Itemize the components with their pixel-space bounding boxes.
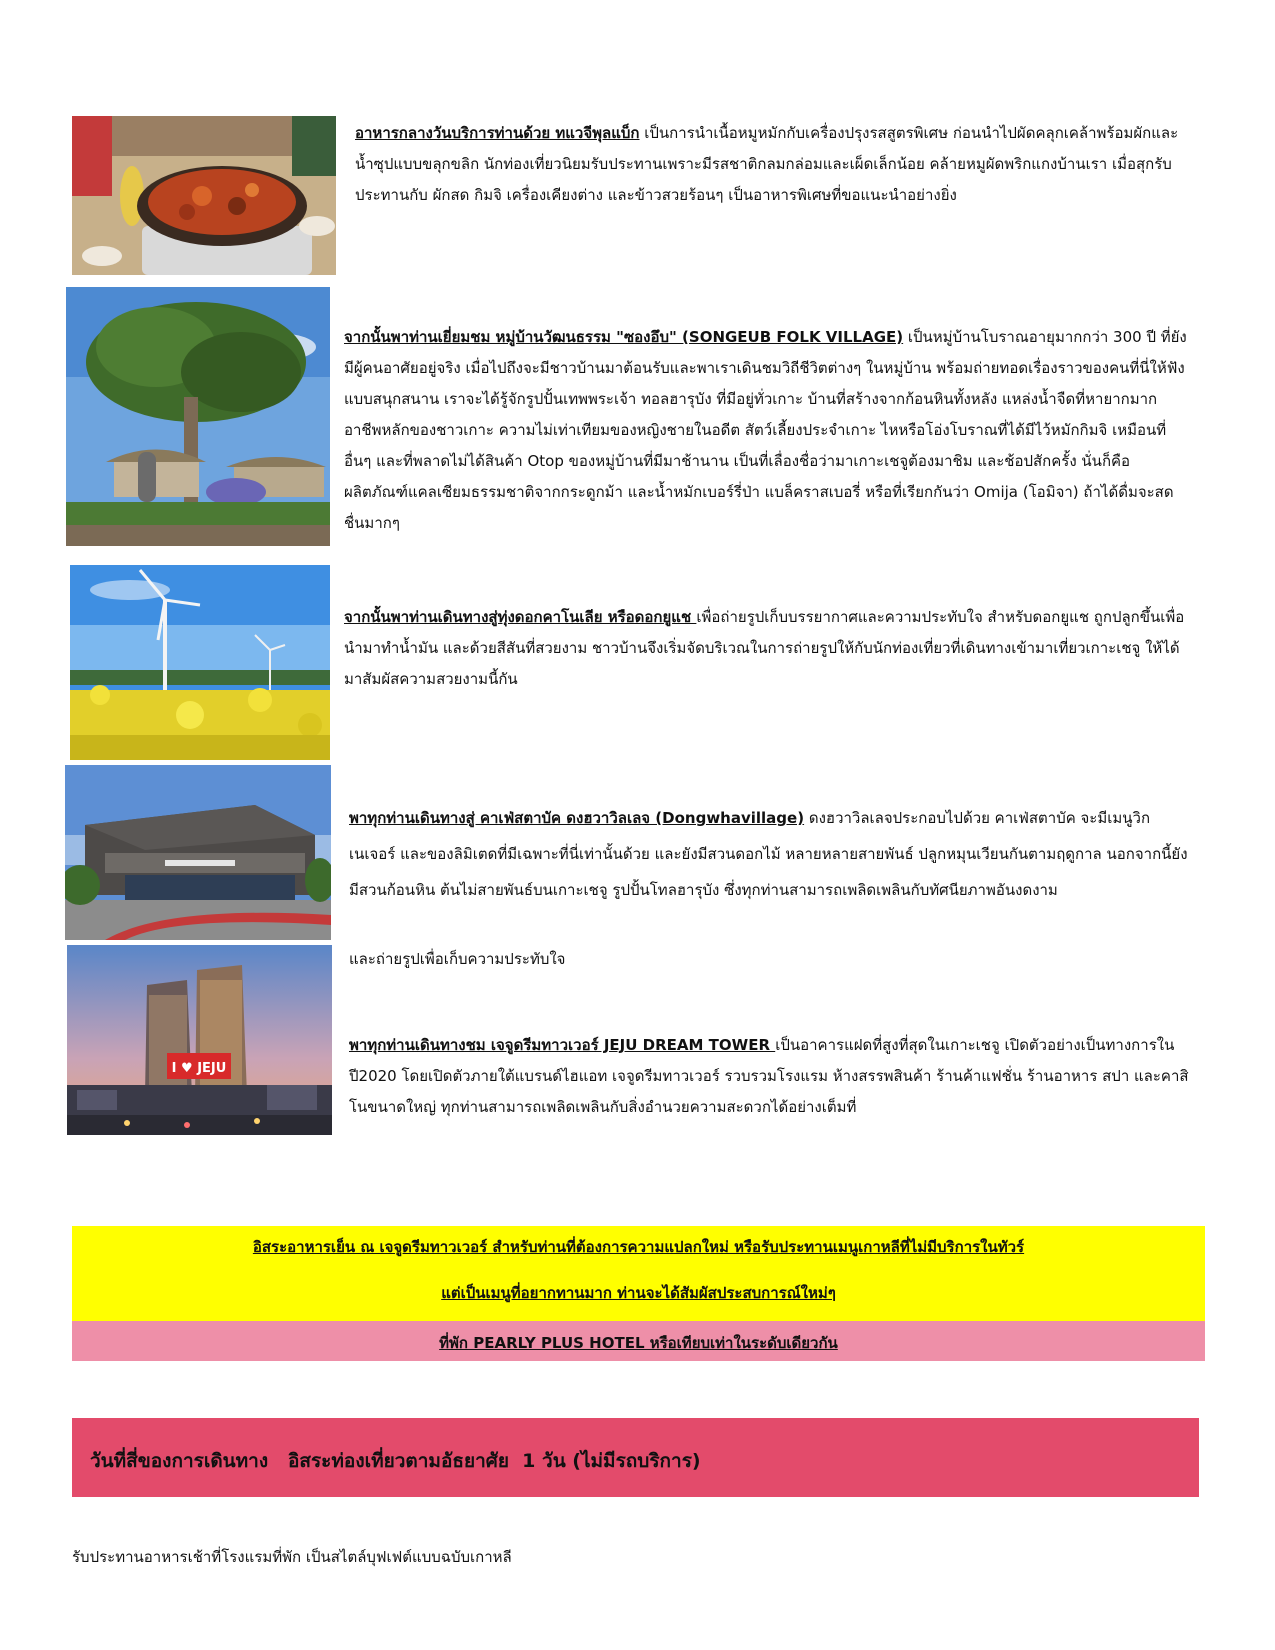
day-4-title: วันที่สี่ของการเดินทาง อิสระท่องเที่ยวตามอัธยาศัย 1 วัน (ไม่มีรถบริการ): [90, 1450, 701, 1472]
section-2-body: เป็นหมู่บ้านโบราณอายุมากกว่า 300 ปี ที่ยังมีผู้คนอาศัยอยู่จริง เมื่อไปถึงจะมีชาวบ้านมาต้อนรับและพาเราเดินชมวิถีชีวิตต่างๆ ในหมู่บ้าน พร้อมถ่ายทอดเรื่องราวของคนที่นี่ให้ฟังแบบสนุกสนาน เราจะได้รู้จักรูปปั้นเทพพระเจ้า ทอลฮารุบัง ที่มีอยู่ทั่วเกาะ บ้านที่สร้างจากก้อนหินทั้งหลัง แหล่งน้ำจืดที่หายากมาก อาชีพหลักของชาวเกาะ ความไม่เท่าเทียมของหญิงชายในอดีต สัตว์เลี้ยงประจำเกาะ ไหหรือโอ่งโบราณที่ได้มีไว้หมักกิมจิ เหมือนที่อื่นๆ และที่พลาดไม่ได้สินค้า Otop ของหมู่บ้านที่มีมาช้านาน เป็นที่เลื่องชื่อว่ามาเกาะเชจูต้องมาชิม และช้อปสักครั้ง นั่นก็คือผลิตภัณฑ์แคลเซียมธรรมชาติจากกระดูกม้า และน้ำหมักเบอร์รี่ป่า แบล็คราสเบอรี่ หรือที่เรียกกันว่า Omija (โอมิจา) ถ้าได้ดื่มจะสดชื่นมากๆ: [344, 328, 1187, 532]
photo-dongwha-cafe: [65, 765, 331, 940]
section-4-tail: และถ่ายรูปเพื่อเก็บความประทับใจ: [349, 950, 566, 968]
section-5-highlight: พาทุกท่านเดินทางชม เจจูดรีมทาวเวอร์ JEJU DREAM TOWER: [349, 1036, 776, 1054]
photo-jeju-dream-tower: [67, 945, 332, 1135]
section-4-body: ดงฮวาวิลเลจประกอบไปด้วย คาเฟ่สตาบัค จะมีเมนูวิกเนเจอร์ และของลิมิเตดที่มีเฉพาะที่นี่เท่านั้นด้วย และยังมีสวนดอกไม้ หลายหลายสายพันธ์ ปลูกหมุนเวียนกันตามฤดูกาล นอกจากนี้ยังมีสวนก้อนหิน ต้นไม่สายพันธ์บนเกาะเชจู รูปปั้นโทลฮารุบัง ซึ่งทุกท่านสามารถเพลิดเพลินกับทัศนียภาพอันงดงาม: [349, 809, 1188, 899]
section-5-body: เป็นอาคารแฝดที่สูงที่สุดในเกาะเชจู เปิดตัวอย่างเป็นทางการในปี2020 โดยเปิดตัวภายใต้แบรนด์ไฮแอท เจจูดรีมทาวเวอร์ รวบรวมโรงแรม ห้างสรรพสินค้า ร้านค้าแฟชั่น ร้านอาหาร สปา และคาสิโนขนาดใหญ่ ทุกท่านสามารถเพลิดเพลินกับสิ่งอำนวยความสะดวกได้อย่างเต็มที่: [349, 1036, 1189, 1116]
section-1-body: เป็นการนำเนื้อหมูหมักกับเครื่องปรุงรสสูตรพิเศษ ก่อนนำไปผัดคลุกเคล้าพร้อมผักและน้ำซุปแบบขลุกขลิก นักท่องเที่ยวนิยมรับประทานเพราะมีรสชาติกลมกล่อมและเผ็ดเล็กน้อย คล้ายหมูผัดพริกแกงบ้านเรา เมื่อสุกรับประทานกับ ผักสด กิมจิ เครื่องเคียงต่าง และข้าวสวยร้อนๆ เป็นอาหารพิเศษที่ขอแนะนำอย่างยิ่ง: [355, 124, 1179, 204]
breakfast-text: รับประทานอาหารเช้าที่โรงแรมที่พัก เป็นสไตล์บุฟเฟต์แบบฉบับเกาหลี: [72, 1548, 512, 1566]
section-4-text: [349, 800, 1190, 908]
dinner-line-2: แต่เป็นเมนูที่อยากทานมาก ท่านจะได้สัมผัสประสบการณ์ใหม่ๆ: [441, 1284, 836, 1302]
day-4-banner: [72, 1418, 1199, 1497]
section-4-highlight: พาทุกท่านเดินทางสู่ คาเฟ่สตาบัค ดงฮวาวิลเลจ (Dongwhavillage): [349, 809, 805, 827]
photo-canola-field: [70, 565, 330, 760]
section-3-text: [344, 602, 1190, 695]
jeju-sign: I ♥ JEJU: [171, 1061, 227, 1076]
section-3-body: เพื่อถ่ายรูปเก็บบรรยากาศและความประทับใจ สำหรับดอกยูแช ถูกปลูกขึ้นเพื่อนำมาทำน้ำมัน และด้วยสีสันที่สวยงาม ชาวบ้านจึงเริ่มจัดบริเวณในการถ่ายรูปให้กับนักท่องเที่ยวที่เดินทางเข้ามาเที่ยวเกาะเชจู ให้ได้มาสัมผัสความสวยงามนี้กัน: [344, 608, 1185, 688]
hotel-text: ที่พัก PEARLY PLUS HOTEL หรือเทียบเท่าในระดับเดียวกัน: [439, 1334, 838, 1352]
section-5-text: [349, 1030, 1190, 1123]
section-1-highlight: อาหารกลางวันบริการท่านด้วย ทแวจีพุลแบ็ก: [355, 124, 640, 142]
photo-folk-village: [66, 287, 330, 546]
section-2-text: [344, 322, 1190, 539]
section-3-highlight: จากนั้นพาท่านเดินทางสู่ทุ่งดอกคาโนเลีย หรือดอกยูแช: [344, 608, 697, 626]
section-1-text: [355, 118, 1190, 211]
section-2-highlight: จากนั้นพาท่านเยี่ยมชม หมู่บ้านวัฒนธรรม "ซองอึบ" (SONGEUB FOLK VILLAGE): [344, 328, 904, 346]
dinner-line-1: อิสระอาหารเย็น ณ เจจูดรีมทาวเวอร์ สำหรับท่านที่ต้องการความแปลกใหม่ หรือรับประทานเมนูเกาหลีที่ไม่มีบริการในทัวร์: [252, 1238, 1025, 1256]
photo-pork-bbq: [72, 116, 336, 275]
